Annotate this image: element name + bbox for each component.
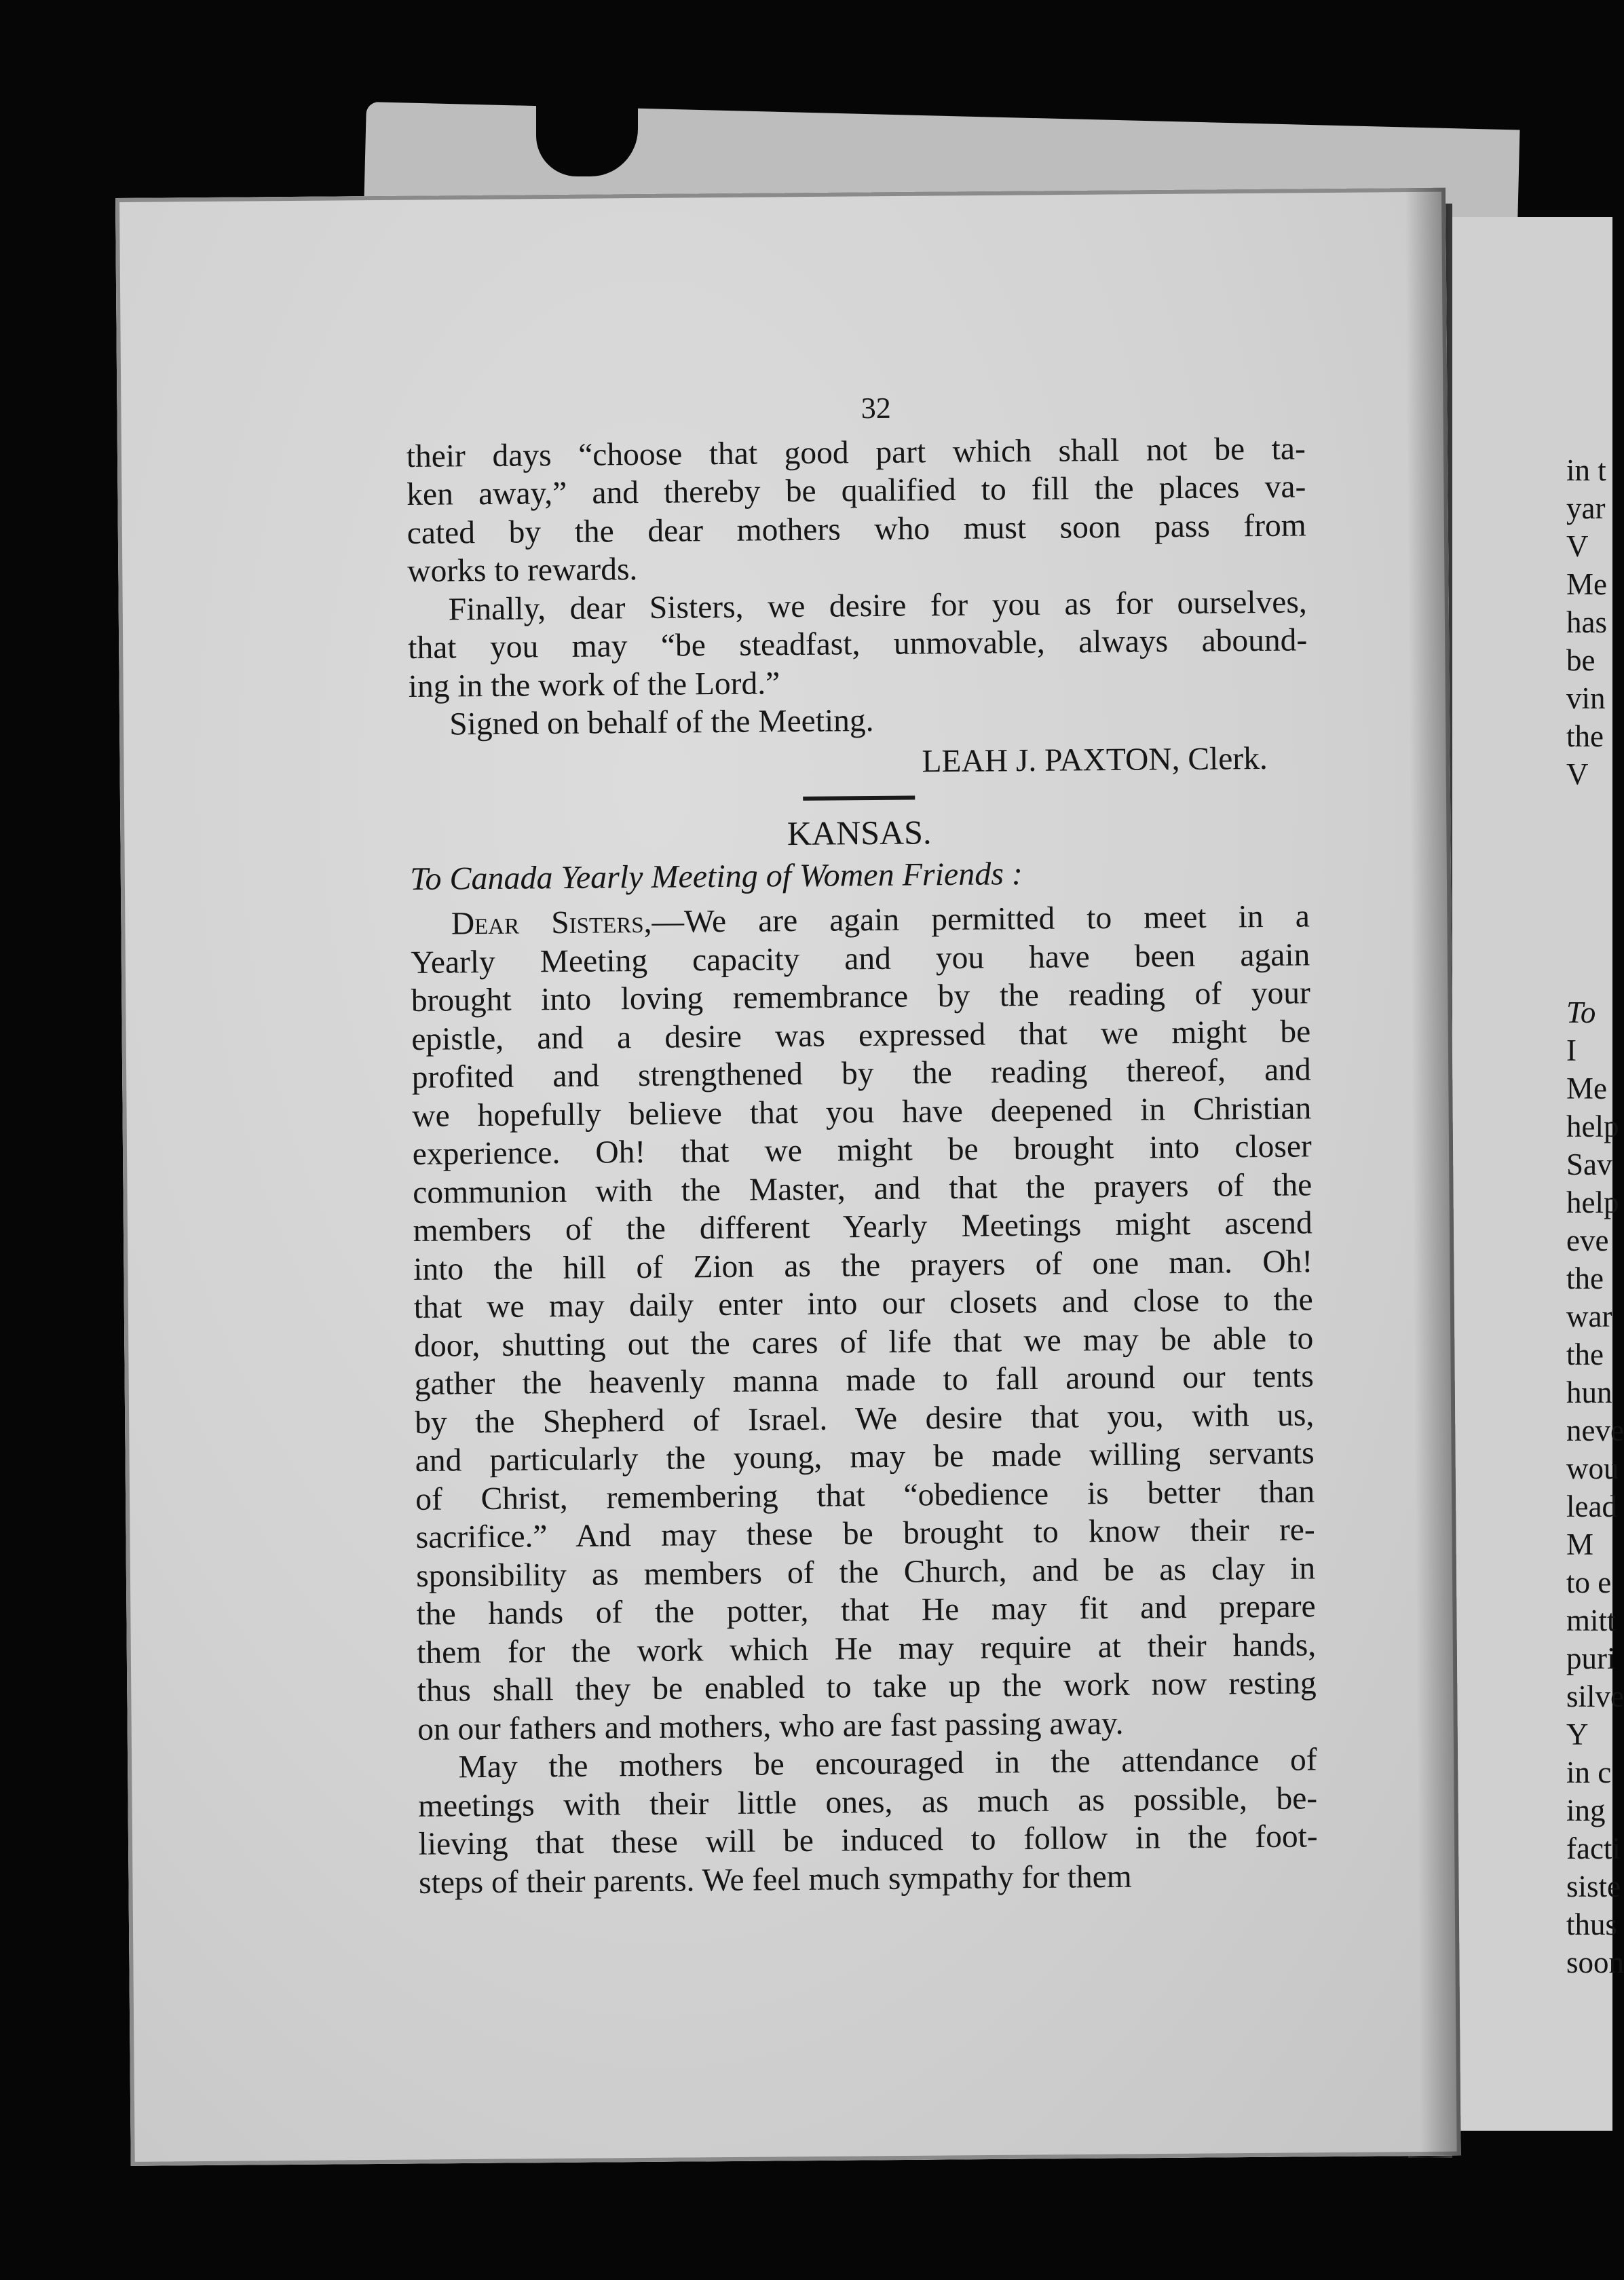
facing-fragment: mitt bbox=[1566, 1603, 1616, 1637]
text-line: experience. Oh! that we might be brought into closer bbox=[412, 1128, 1312, 1172]
text-line: ken away,” and thereby be qualified to fill the places va- bbox=[407, 469, 1306, 512]
facing-fragment: be bbox=[1566, 643, 1595, 677]
page-text bbox=[406, 385, 1318, 1901]
salutation: Dear Sisters, bbox=[451, 904, 652, 942]
facing-fragment: Y bbox=[1566, 1717, 1589, 1751]
facing-fragment: puri bbox=[1566, 1641, 1616, 1675]
text-line: steps of their parents. We feel much sympathy for them bbox=[418, 1859, 1132, 1901]
facing-fragment: siste bbox=[1566, 1869, 1621, 1903]
section-divider bbox=[803, 795, 915, 800]
text-line: gather the heavenly manna made to fall around our tents bbox=[414, 1358, 1314, 1402]
text-line: Finally, dear Sisters, we desire for you as for ourselves, bbox=[448, 584, 1307, 627]
signed-line: Signed on behalf of the Meeting. bbox=[449, 703, 874, 742]
text-line: brought into loving remembrance by the reading of your bbox=[411, 975, 1310, 1019]
facing-fragment: wou bbox=[1566, 1451, 1619, 1485]
facing-fragment: To bbox=[1566, 995, 1596, 1029]
text-line: lieving that these will be induced to follow in the foot- bbox=[418, 1819, 1318, 1862]
text-line: profited and strengthened by the reading thereof, and bbox=[411, 1052, 1311, 1095]
text-line: May the mothers be encouraged in the attendance of bbox=[458, 1742, 1317, 1785]
facing-fragment: the bbox=[1566, 719, 1604, 753]
text-line: members of the different Yearly Meetings might ascend bbox=[413, 1205, 1313, 1249]
facing-fragment: thus bbox=[1566, 1907, 1618, 1941]
text-line: sacrifice.” And may these be brought to know their re- bbox=[415, 1512, 1315, 1555]
facing-fragment: V bbox=[1566, 529, 1589, 563]
text-line: that we may daily enter into our closets and close to the bbox=[413, 1282, 1313, 1325]
text-line: into the hill of Zion as the prayers of one man. Oh! bbox=[413, 1243, 1313, 1287]
text-line: their days “choose that good part which shall not be ta- bbox=[406, 430, 1306, 474]
facing-fragment: lead bbox=[1566, 1489, 1617, 1523]
text-line: ing in the work of the Lord.” bbox=[408, 665, 780, 704]
text-line: meetings with their little ones, as much as possible, be- bbox=[417, 1780, 1318, 1824]
facing-fragment: Sav bbox=[1566, 1147, 1612, 1181]
facing-fragment: V bbox=[1566, 757, 1589, 791]
clerk-signature: LEAH J. PAXTON, Clerk. bbox=[922, 740, 1268, 779]
facing-fragment: neve bbox=[1566, 1413, 1624, 1447]
page-number: 32 bbox=[861, 391, 891, 425]
facing-fragment: hun bbox=[1566, 1375, 1612, 1409]
facing-fragment: help bbox=[1566, 1109, 1619, 1143]
text-line: by the Shepherd of Israel. We desire that you, with us, bbox=[415, 1396, 1315, 1441]
text-line: door, shutting out the cares of life that we may be able to bbox=[414, 1320, 1314, 1364]
text-line-rest: —We are again permitted to meet in a bbox=[652, 898, 1310, 940]
facing-fragment: soon bbox=[1566, 1945, 1624, 1979]
letter-address: To Canada Yearly Meeting of Women Friends : bbox=[410, 855, 1023, 897]
text-line: works to rewards. bbox=[407, 552, 638, 589]
facing-fragment: help bbox=[1566, 1185, 1619, 1219]
facing-fragment: has bbox=[1566, 605, 1607, 639]
facing-fragment: ing bbox=[1566, 1793, 1606, 1827]
facing-fragment: silve bbox=[1566, 1679, 1624, 1713]
text-line: cated by the dear mothers who must soon pass from bbox=[407, 507, 1306, 551]
facing-fragment: in t bbox=[1566, 453, 1606, 487]
facing-fragment: eve bbox=[1566, 1223, 1609, 1257]
facing-fragment: to e bbox=[1566, 1565, 1612, 1599]
section-heading: KANSAS. bbox=[787, 813, 932, 853]
text-line: we hopefully believe that you have deepened in Christian bbox=[412, 1090, 1312, 1134]
text-line: the hands of the potter, that He may fit and prepare bbox=[416, 1589, 1316, 1632]
text-line: Yearly Meeting capacity and you have been again bbox=[411, 936, 1310, 981]
facing-fragment: the bbox=[1566, 1337, 1604, 1371]
text-line: sponsibility as members of the Church, and be as clay in bbox=[415, 1550, 1316, 1594]
facing-fragment: in c bbox=[1566, 1755, 1612, 1789]
facing-fragment: I bbox=[1566, 1033, 1576, 1067]
letter-paragraph bbox=[417, 1741, 1318, 1902]
facing-fragment: war bbox=[1566, 1299, 1612, 1333]
facing-fragment: facti bbox=[1566, 1831, 1621, 1865]
facing-fragment: Me bbox=[1566, 1071, 1607, 1105]
text-line: and particularly the young, may be made willing servants bbox=[415, 1435, 1315, 1479]
text-line: on our fathers and mothers, who are fast passing away. bbox=[417, 1705, 1124, 1747]
letter-paragraph bbox=[411, 897, 1317, 1749]
text-line: communion with the Master, and that the prayers of the bbox=[413, 1166, 1313, 1211]
facing-fragment: vin bbox=[1566, 681, 1606, 715]
facing-fragment: Me bbox=[1566, 567, 1607, 601]
facing-fragment: the bbox=[1566, 1261, 1604, 1295]
text-line: that you may “be steadfast, unmovable, always abound- bbox=[408, 622, 1308, 666]
facing-fragment: yar bbox=[1566, 491, 1606, 525]
text-line: of Christ, remembering that “obedience is better than bbox=[415, 1473, 1315, 1517]
closing-paragraph bbox=[408, 583, 1308, 706]
text-line: them for the work which He may require at their hands, bbox=[416, 1627, 1317, 1671]
text-line: thus shall they be enabled to take up the work now resting bbox=[417, 1665, 1317, 1709]
text-line: epistle, and a desire was expressed that we might be bbox=[411, 1013, 1311, 1057]
facing-page-text bbox=[1566, 451, 1624, 1981]
continuation-paragraph bbox=[407, 430, 1307, 591]
facing-fragment: M bbox=[1566, 1527, 1594, 1561]
